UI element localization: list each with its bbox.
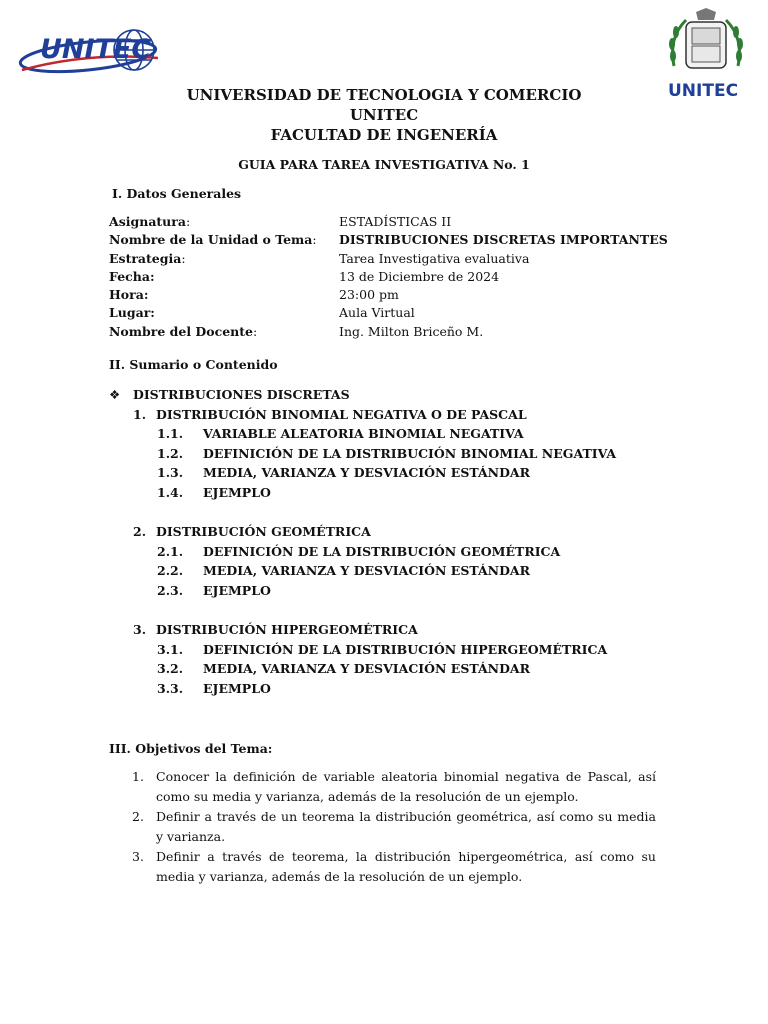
diamond-bullet-icon: ❖ [109,387,121,402]
toc-section: 2. DISTRIBUCIÓN GEOMÉTRICA [133,524,371,540]
data-label: Nombre del Docente [109,323,253,339]
section-general-data-title: I. Datos Generales [112,186,242,201]
data-value: Aula Virtual [339,305,415,321]
data-row: Nombre del Docente: Ing. Milton Briceño M. [109,323,669,341]
objective-item: 3. Definir a través de teorema, la distribución hipergeométrica, así como su media y varianza, además de la resolución de un ejemplo. [132,849,656,884]
toc-subitem: 1.2. DEFINICIÓN DE LA DISTRIBUCIÓN BINOMIAL NEGATIVA [157,445,617,461]
data-row [109,268,669,286]
section-objectives-title: III. Objetivos del Tema: [109,741,273,756]
data-label: Nombre de la Unidad o Tema [109,232,313,248]
data-label: Hora: [109,287,149,303]
objective-item: 2. Definir a través de un teorema la distribución geométrica, así como su media y varianza. [132,809,656,844]
unitec-logo-left [18,22,160,82]
objective-item: 1. Conocer la definición de variable aleatoria binomial negativa de Pascal, así como su media y varianza, además de la resolución de un ejemplo. [132,769,656,804]
objectives-list [132,767,656,887]
data-value: DISTRIBUCIONES DISCRETAS IMPORTANTES [339,232,668,248]
data-value: 23:00 pm [339,287,399,303]
data-value: 13 de Diciembre de 2024 [339,268,500,284]
university-acronym: UNITEC [349,106,419,124]
logo-wordmark: UNITEC [40,34,152,65]
toc-heading: ❖ DISTRIBUCIONES DISCRETAS [109,385,669,405]
toc-subitem: 2.3. EJEMPLO [157,582,271,598]
general-data-table [109,213,669,341]
data-row [109,304,669,322]
toc-subitem: 3.1. DEFINICIÓN DE LA DISTRIBUCIÓN HIPERGEOMÉTRICA [157,641,608,657]
data-value: Tarea Investigativa evaluativa [339,250,530,266]
data-label: Estrategia [109,250,182,266]
toc-section: 3. DISTRIBUCIÓN HIPERGEOMÉTRICA [133,622,418,638]
toc-subitem: 3.2. MEDIA, VARIANZA Y DESVIACIÓN ESTÁNDAR [157,661,531,677]
data-label: Fecha: [109,268,155,284]
toc-section: 1. DISTRIBUCIÓN BINOMIAL NEGATIVA O DE PASCAL [133,406,527,422]
guide-title: GUIA PARA TAREA INVESTIGATIVA No. 1 [238,157,530,172]
data-row: Nombre de la Unidad o Tema: DISTRIBUCIONES DISCRETAS IMPORTANTES [109,231,669,249]
data-value: Ing. Milton Briceño M. [339,323,484,339]
data-label: Asignatura [109,214,186,229]
data-row [109,286,669,304]
data-value: ESTADÍSTICAS II [339,214,452,229]
data-row: Estrategia: Tarea Investigativa evaluativa [109,250,669,268]
data-label: Lugar: [109,305,155,321]
table-of-contents [109,385,669,699]
data-row: Asignatura: ESTADÍSTICAS II [109,213,669,231]
section-contents-title: II. Sumario o Contenido [109,357,278,372]
university-name: UNIVERSIDAD DE TECNOLOGIA Y COMERCIO [186,86,582,104]
toc-subitem: 2.1. DEFINICIÓN DE LA DISTRIBUCIÓN GEOMÉTRICA [157,543,561,559]
toc-subitem: 1.1. VARIABLE ALEATORIA BINOMIAL NEGATIVA [157,426,524,442]
document-header [0,85,768,145]
faculty-name: FACULTAD DE INGENERÍA [270,126,498,144]
toc-subitem: 3.3. EJEMPLO [157,680,271,696]
toc-subitem: 1.3. MEDIA, VARIANZA Y DESVIACIÓN ESTÁNDAR [157,465,531,481]
toc-subitem: 2.2. MEDIA, VARIANZA Y DESVIACIÓN ESTÁNDAR [157,563,531,579]
toc-subitem: 1.4. EJEMPLO [157,484,271,500]
seal-wordmark: UNITEC [668,81,739,100]
